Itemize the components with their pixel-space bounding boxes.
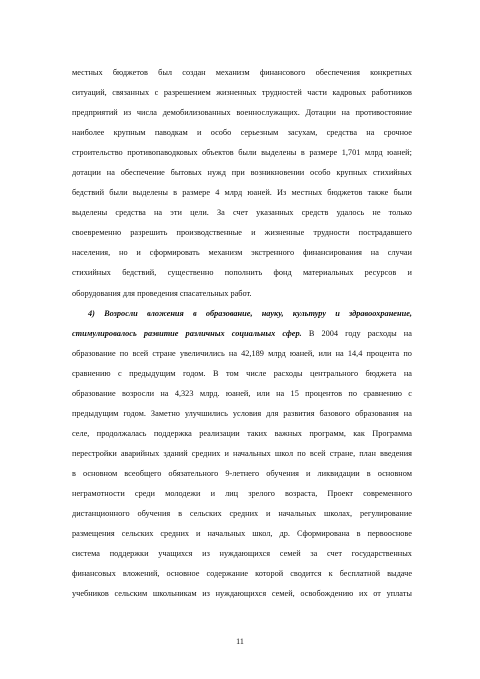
- word: современного: [363, 488, 412, 498]
- word: демобилизованных: [162, 108, 231, 118]
- word: средства: [326, 128, 358, 138]
- word: фонд: [273, 268, 292, 278]
- word: кадровых: [332, 88, 367, 98]
- word: бытовых: [170, 168, 202, 178]
- word: предыдущим: [129, 368, 176, 378]
- word: дотации: [72, 168, 101, 178]
- text-line: [72, 243, 412, 263]
- word: 9-летнего: [225, 468, 260, 478]
- word: при: [231, 168, 245, 178]
- word: на: [366, 128, 375, 138]
- word: по: [348, 388, 357, 398]
- word: регулирование: [360, 509, 412, 519]
- word: для: [266, 408, 279, 418]
- word: сравнению: [72, 368, 111, 378]
- word: существенно: [167, 268, 214, 278]
- word: и: [266, 509, 271, 519]
- word: всеобщего: [124, 468, 162, 478]
- word: паводкам: [154, 128, 188, 138]
- word: засухам,: [287, 128, 318, 138]
- word: с: [408, 388, 412, 398]
- text-line: [72, 464, 412, 484]
- word: образование: [72, 348, 116, 358]
- word: нуждающихся: [215, 589, 267, 599]
- word: финансирования: [302, 248, 362, 258]
- text-line: [72, 484, 412, 504]
- word: выделены: [72, 208, 108, 218]
- word: только: [388, 208, 412, 218]
- word: средних: [229, 509, 259, 519]
- word: и: [335, 308, 340, 318]
- word: молодежи: [165, 488, 201, 498]
- word: на: [276, 388, 285, 398]
- word: 4,323: [174, 388, 194, 398]
- word: школ: [274, 448, 294, 458]
- word: в: [178, 509, 183, 519]
- word: и: [306, 468, 311, 478]
- word: всей: [132, 348, 149, 358]
- word: семей,: [271, 589, 295, 599]
- word: зданий: [163, 448, 188, 458]
- word: к: [328, 569, 333, 579]
- word: указанных: [256, 208, 294, 218]
- word: улучшились: [184, 408, 228, 418]
- text-line: [72, 404, 412, 424]
- word: юаней,: [225, 388, 251, 398]
- word: работников: [371, 88, 412, 98]
- word: числа: [136, 108, 157, 118]
- word: строительство: [72, 148, 123, 158]
- word: ликвидации: [317, 468, 360, 478]
- word: 2004: [321, 328, 339, 338]
- word: Из: [277, 188, 287, 198]
- word: программ,: [309, 428, 346, 438]
- word: механизм: [215, 68, 250, 77]
- word: на: [335, 348, 344, 358]
- text-line: [72, 123, 412, 143]
- word: с: [118, 368, 122, 378]
- word: ресурсов: [364, 268, 397, 278]
- word: и: [197, 128, 202, 138]
- word: вложения: [146, 308, 184, 318]
- word: году: [345, 328, 361, 338]
- word: финансовых: [72, 569, 116, 579]
- word: расходы: [273, 368, 303, 378]
- word: возникновении: [250, 168, 305, 178]
- word: млрд: [268, 348, 286, 358]
- word: 4): [88, 308, 95, 318]
- word: возраста,: [285, 488, 318, 498]
- word: финансового: [259, 68, 306, 77]
- word: средних: [191, 448, 221, 458]
- word: были: [393, 188, 412, 198]
- word: противостояние: [355, 108, 412, 118]
- word: бесплатной: [339, 569, 381, 579]
- word: первооснове: [367, 529, 412, 539]
- text-line: [72, 564, 412, 584]
- word: производственные: [176, 228, 242, 238]
- word: на: [153, 208, 163, 218]
- word: годом.: [182, 368, 206, 378]
- word: были: [238, 148, 257, 158]
- word: 14,4: [347, 348, 363, 358]
- word: обучения: [137, 509, 171, 519]
- word: крупным: [113, 128, 146, 138]
- word: по: [297, 448, 306, 458]
- word: размере: [309, 148, 338, 158]
- word: нуждающихся: [219, 549, 271, 559]
- text-line: [72, 544, 412, 564]
- word: по: [119, 348, 129, 358]
- word: на: [228, 348, 238, 358]
- word: связанных: [112, 88, 150, 98]
- word: аварийных: [120, 448, 160, 458]
- word: продолжалась: [96, 428, 147, 438]
- word: млрд: [224, 188, 243, 198]
- word: не: [372, 208, 381, 218]
- word: был: [158, 68, 173, 77]
- word: военнослужащих.: [236, 108, 300, 118]
- word: В: [213, 368, 219, 378]
- word: нужд: [207, 168, 226, 178]
- word: млрд.: [199, 388, 220, 398]
- text-line: [72, 183, 412, 203]
- word: счет: [326, 549, 342, 559]
- word: стране,: [329, 448, 356, 458]
- word: начальных: [233, 448, 271, 458]
- word: зрелого: [248, 488, 275, 498]
- text-line: [72, 524, 412, 544]
- word: поддержки: [109, 549, 149, 559]
- text-line: [72, 284, 412, 304]
- word: ситуаций,: [72, 88, 107, 98]
- word: система: [72, 549, 100, 559]
- word: дистанционного: [72, 509, 130, 519]
- word: бедствий: [72, 188, 105, 198]
- word: селе,: [72, 428, 90, 438]
- word: пострадавшего: [358, 228, 412, 238]
- word: наиболее: [72, 128, 105, 138]
- word: также: [367, 188, 389, 198]
- word: юаней,: [289, 348, 315, 358]
- text-line: [72, 364, 412, 384]
- word: крупных: [336, 168, 368, 178]
- word: среди: [134, 488, 155, 498]
- text-line: [72, 203, 412, 223]
- word: сравнению: [363, 388, 402, 398]
- word: в: [192, 308, 197, 318]
- document-text: [72, 63, 412, 604]
- word: уплаты: [386, 589, 412, 599]
- word: стране: [152, 348, 176, 358]
- word: своевременно: [72, 228, 122, 238]
- word: млрд: [364, 148, 383, 158]
- word: которой: [255, 569, 284, 579]
- word: материальных: [302, 268, 354, 278]
- word: трудности: [313, 228, 350, 238]
- word: жизненные: [264, 228, 305, 238]
- word: годом.: [123, 408, 146, 418]
- word: серьезным: [240, 128, 279, 138]
- word: содержание: [206, 569, 249, 579]
- word: образования: [355, 408, 399, 418]
- word: процентов: [305, 388, 343, 398]
- word: стимулировалось: [72, 328, 137, 338]
- word: увеличились: [179, 348, 225, 358]
- word: выдаче: [387, 569, 412, 579]
- word: 4: [215, 188, 220, 198]
- text-line: [72, 304, 412, 324]
- word: механизм: [208, 248, 243, 258]
- text-line: [72, 444, 412, 464]
- word: развитие: [143, 328, 179, 338]
- text-line: [72, 223, 412, 243]
- text-line: [72, 143, 412, 163]
- word: удалось: [336, 208, 365, 218]
- word: Проект: [327, 488, 354, 498]
- word: противопаводковых: [127, 148, 198, 158]
- word: возросли: [121, 388, 155, 398]
- word: бюджетов: [112, 68, 148, 77]
- word: их: [359, 589, 368, 599]
- word: за: [310, 549, 318, 559]
- word: науку,: [261, 308, 284, 318]
- word: процента: [366, 348, 400, 358]
- word: обеспечение: [120, 168, 165, 178]
- word: освобождению: [300, 589, 354, 599]
- word: пополнить: [224, 268, 263, 278]
- word: и: [196, 529, 201, 539]
- word: трудностей: [261, 88, 302, 98]
- word: социальных: [231, 328, 276, 338]
- word: из: [202, 549, 210, 559]
- word: на: [160, 388, 169, 398]
- word: из: [123, 108, 132, 118]
- word: сельских: [121, 529, 154, 539]
- word: учебников: [72, 589, 109, 599]
- word: юаней;: [387, 148, 412, 158]
- word: обеспечения: [315, 68, 360, 77]
- text-line: [72, 163, 412, 183]
- word: план: [359, 448, 376, 458]
- word: с: [154, 88, 159, 98]
- word: разрешением: [163, 88, 211, 98]
- word: 42,189: [241, 348, 264, 358]
- word: всей: [309, 448, 326, 458]
- word: В: [308, 328, 315, 338]
- word: таких: [247, 428, 268, 438]
- word: экстренного: [251, 248, 295, 258]
- word: учащихся: [158, 549, 193, 559]
- word: введения: [380, 448, 412, 458]
- word: в: [366, 468, 371, 478]
- text-line: [72, 344, 412, 364]
- text-line: [72, 424, 412, 444]
- word: реализации: [199, 428, 240, 438]
- word: различных: [185, 328, 225, 338]
- word: Дотации: [305, 108, 336, 118]
- word: на: [370, 248, 379, 258]
- word: в: [173, 188, 178, 198]
- word: государственных: [351, 549, 412, 559]
- word: др.: [279, 529, 290, 539]
- word: в: [356, 529, 361, 539]
- word: сельским: [114, 589, 148, 599]
- word: начальных: [207, 529, 246, 539]
- word: или: [318, 348, 332, 358]
- word: стихийных: [372, 168, 412, 178]
- word: сводится: [290, 569, 322, 579]
- word: размещения: [72, 529, 115, 539]
- word: цели.: [190, 208, 209, 218]
- word: и: [136, 248, 141, 258]
- word: развития: [283, 408, 315, 418]
- word: условия: [232, 408, 262, 418]
- word: на: [403, 328, 412, 338]
- word: из: [202, 589, 210, 599]
- word: и: [210, 488, 216, 498]
- word: Сформирована: [296, 529, 350, 539]
- word: и: [251, 228, 256, 238]
- word: случаи: [387, 248, 412, 258]
- word: и: [407, 268, 412, 278]
- word: лиц: [225, 488, 239, 498]
- word: образование: [72, 388, 116, 398]
- word: расходы: [367, 328, 397, 338]
- text-line: [72, 504, 412, 524]
- word: 1,701: [341, 148, 361, 158]
- word: средних: [160, 529, 190, 539]
- word: культуру: [292, 308, 327, 318]
- word: и: [224, 448, 229, 458]
- word: основное: [166, 569, 200, 579]
- word: Программа: [372, 428, 412, 438]
- word: выделены: [132, 188, 168, 198]
- text-line: [72, 384, 412, 404]
- word: были: [109, 188, 128, 198]
- word: местных: [291, 188, 323, 198]
- word: разрешить: [130, 228, 168, 238]
- word: жизненных: [216, 88, 257, 98]
- word: особо: [310, 168, 331, 178]
- word: школах,: [324, 509, 353, 519]
- word: бюджета: [365, 368, 397, 378]
- word: конкретных: [370, 68, 412, 77]
- word: Возросли: [104, 308, 138, 318]
- word: числе: [246, 368, 267, 378]
- word: сфер.: [282, 328, 302, 338]
- word: бедствий,: [122, 268, 157, 278]
- word: школьникам: [152, 589, 197, 599]
- text-line: [72, 63, 412, 83]
- word: поддержка: [153, 428, 192, 438]
- word: бюджетов: [327, 188, 363, 198]
- word: основном: [377, 468, 412, 478]
- text-line: [72, 584, 412, 604]
- word: населения,: [72, 248, 111, 258]
- word: предприятий: [72, 108, 118, 118]
- word: в: [300, 148, 305, 158]
- text-line: [72, 103, 412, 123]
- word: семей: [279, 549, 301, 559]
- word: как: [353, 428, 365, 438]
- text-line: [72, 83, 412, 103]
- text-line: [72, 263, 412, 283]
- word: или: [256, 388, 270, 398]
- word: сельских: [189, 509, 222, 519]
- word: средств: [301, 208, 329, 218]
- word: от: [373, 589, 381, 599]
- word: счет: [233, 208, 248, 218]
- word: стихийных: [72, 268, 111, 278]
- word: За: [217, 208, 225, 218]
- word: на: [341, 108, 350, 118]
- word: по: [403, 348, 412, 358]
- word: особо: [210, 128, 232, 138]
- word: объектов: [202, 148, 234, 158]
- word: на: [403, 368, 412, 378]
- word: Заметно: [150, 408, 180, 418]
- word: средства: [115, 208, 146, 218]
- word: 15: [290, 388, 299, 398]
- word: центрального: [310, 368, 359, 378]
- word: местных: [72, 68, 103, 77]
- word: перестройки: [72, 448, 117, 458]
- word: но: [119, 248, 128, 258]
- word: неграмотности: [72, 488, 125, 498]
- word: в: [72, 468, 76, 478]
- word: сформировать: [149, 248, 200, 258]
- word: размере: [182, 188, 211, 198]
- word: предыдущим: [72, 408, 119, 418]
- word: на: [403, 408, 412, 418]
- word: на: [106, 168, 115, 178]
- word: создан: [182, 68, 206, 77]
- word: эти: [170, 208, 182, 218]
- word: вложений,: [122, 569, 160, 579]
- word: обучения: [266, 468, 299, 478]
- word: части: [307, 88, 327, 98]
- word: базового: [319, 408, 351, 418]
- word: образование,: [205, 308, 253, 318]
- word: важных: [274, 428, 302, 438]
- word: том: [225, 368, 239, 378]
- word: начальных: [278, 509, 317, 519]
- word: оборудования для проведения спасательных работ.: [72, 288, 252, 298]
- word: выделены: [261, 148, 297, 158]
- word: основном: [82, 468, 118, 478]
- word: здравоохранение,: [348, 308, 412, 318]
- page-number: 11: [236, 637, 244, 646]
- word: срочное: [383, 128, 412, 138]
- word: школ,: [252, 529, 273, 539]
- word: обязательного: [168, 468, 219, 478]
- text-line: [72, 324, 412, 344]
- word: юаней.: [247, 188, 272, 198]
